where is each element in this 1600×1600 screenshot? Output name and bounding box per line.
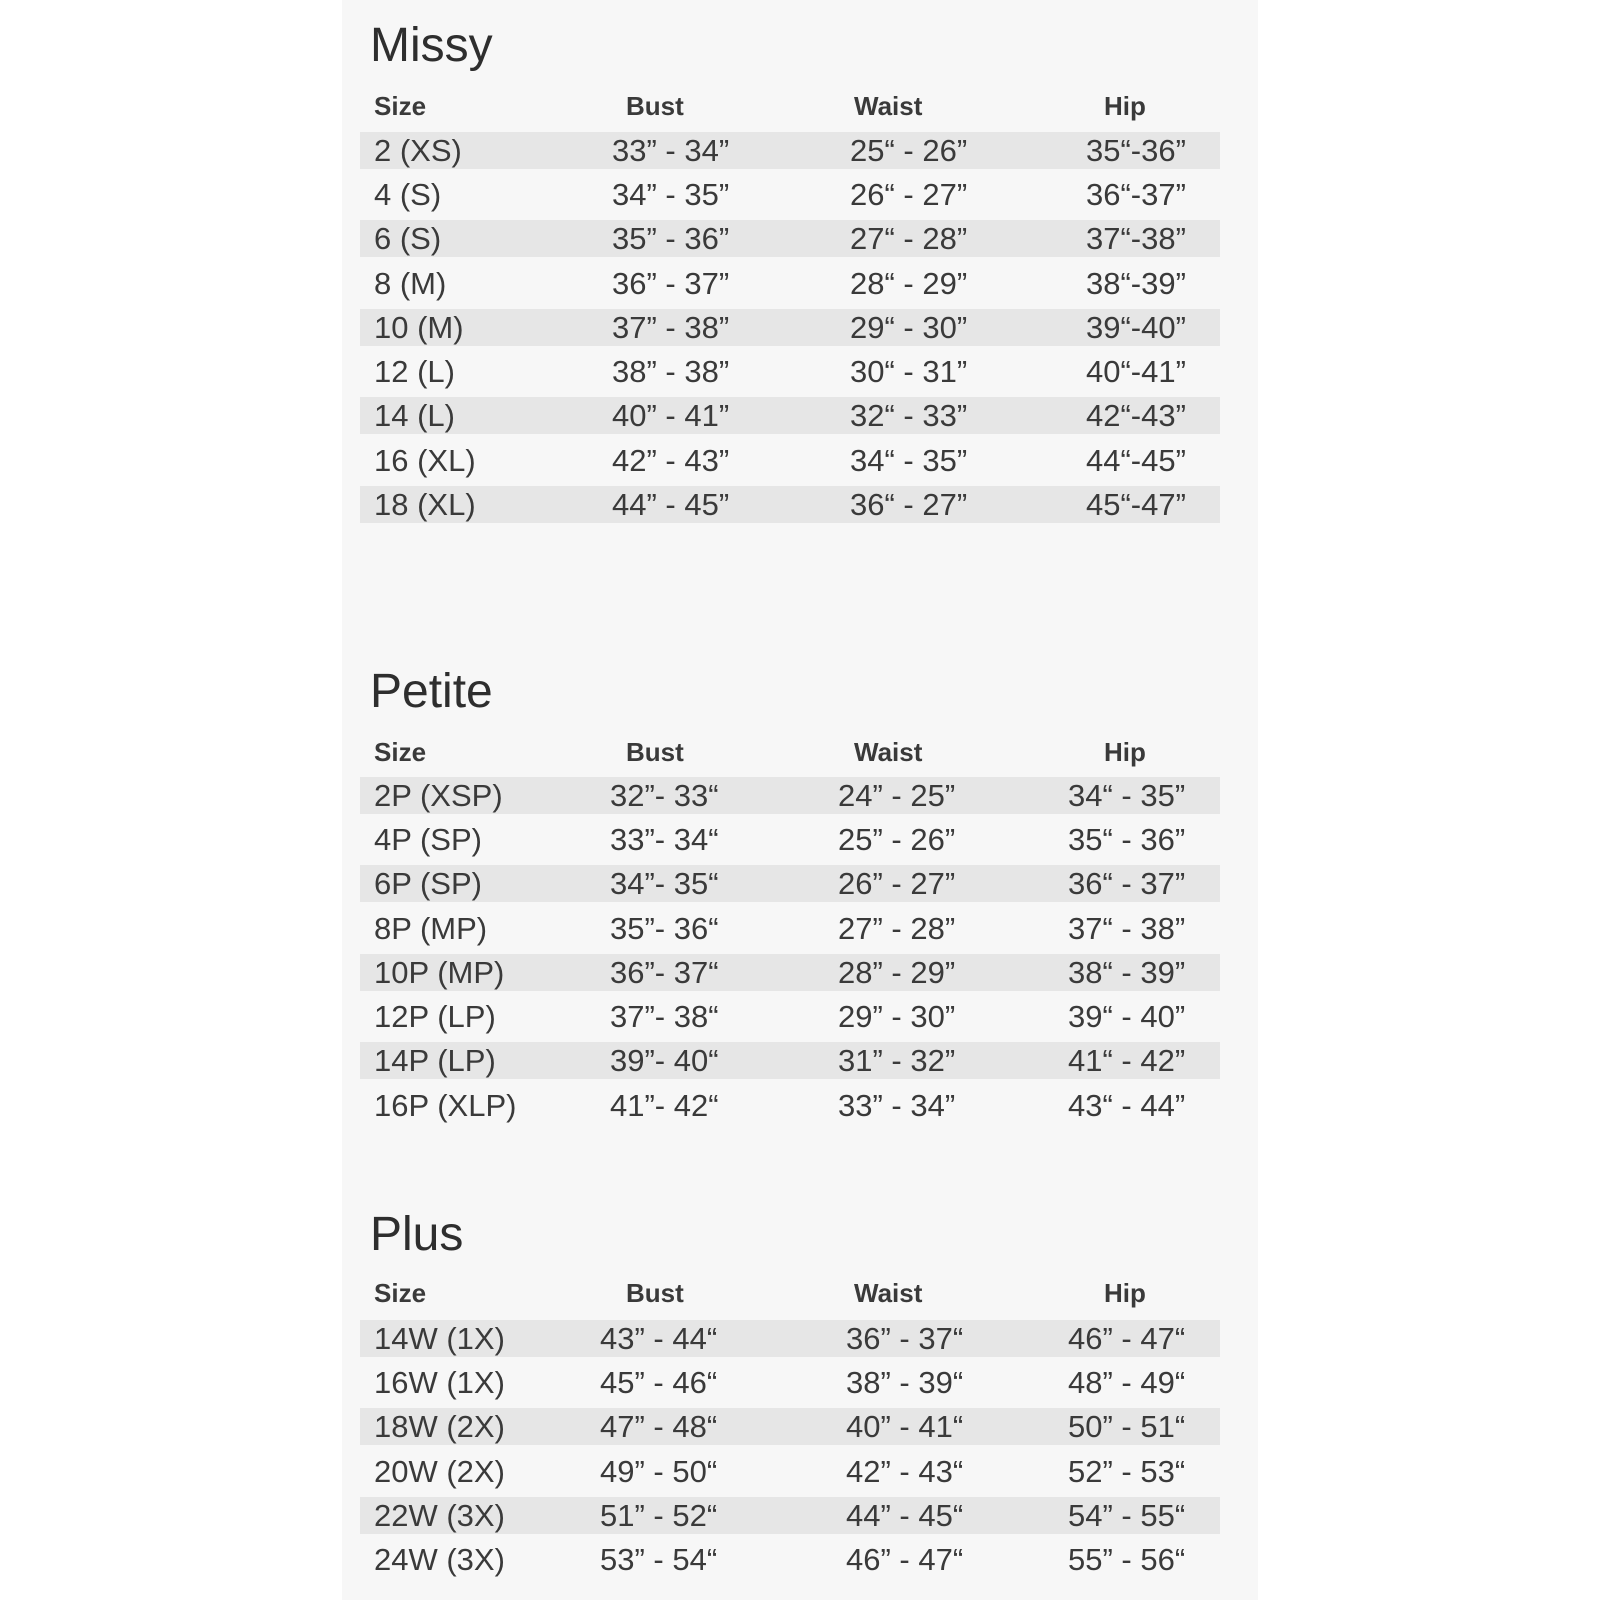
petite-hip-header: Hip (1104, 737, 1146, 767)
hip-cell: 36“ - 37” (1068, 866, 1186, 901)
bust-cell: 36”- 37“ (610, 955, 719, 990)
size-cell: 14 (L) (374, 398, 455, 433)
size-cell: 22W (3X) (374, 1498, 505, 1533)
bust-cell: 34” - 35” (612, 177, 730, 212)
size-cell: 16W (1X) (374, 1365, 505, 1400)
plus-size-header: Size (374, 1278, 427, 1308)
table-row (360, 1497, 1220, 1534)
bust-cell: 44” - 45” (612, 487, 730, 522)
waist-cell: 44” - 45“ (846, 1498, 964, 1533)
plus-header-row (360, 1275, 1220, 1312)
table-row (360, 353, 1220, 390)
petite-size-header: Size (374, 737, 427, 767)
hip-cell: 35“-36” (1086, 133, 1186, 168)
table-row (360, 865, 1220, 902)
waist-cell: 30“ - 31” (850, 354, 968, 389)
bust-cell: 38” - 38” (612, 354, 730, 389)
bust-cell: 35” - 36” (612, 221, 730, 256)
waist-cell: 46” - 47“ (846, 1542, 964, 1577)
table-row (360, 442, 1220, 479)
table-row (360, 176, 1220, 213)
hip-cell: 39“-40” (1086, 310, 1186, 345)
hip-cell: 43“ - 44” (1068, 1088, 1186, 1123)
hip-cell: 34“ - 35” (1068, 778, 1186, 813)
bust-cell: 49” - 50“ (600, 1454, 718, 1489)
bust-cell: 45” - 46“ (600, 1365, 718, 1400)
waist-cell: 33” - 34” (838, 1088, 956, 1123)
plus-hip-header: Hip (1104, 1278, 1146, 1308)
hip-cell: 38“-39” (1086, 266, 1186, 301)
waist-cell: 31” - 32” (838, 1043, 956, 1078)
bust-cell: 34”- 35“ (610, 866, 719, 901)
waist-cell: 28“ - 29” (850, 266, 968, 301)
table-row (360, 1042, 1220, 1079)
table-row (360, 821, 1220, 858)
size-cell: 10P (MP) (374, 955, 505, 990)
size-cell: 24W (3X) (374, 1542, 505, 1577)
size-cell: 2 (XS) (374, 133, 462, 168)
waist-cell: 24” - 25” (838, 778, 956, 813)
waist-cell: 38” - 39“ (846, 1365, 964, 1400)
petite-title: Petite (370, 665, 493, 718)
plus-bust-header: Bust (626, 1278, 684, 1308)
size-cell: 14W (1X) (374, 1321, 505, 1356)
size-cell: 6P (SP) (374, 866, 482, 901)
table-row (360, 486, 1220, 523)
missy-waist-header: Waist (854, 91, 923, 121)
bust-cell: 37”- 38“ (610, 999, 719, 1034)
hip-cell: 37“-38” (1086, 221, 1186, 256)
size-cell: 12 (L) (374, 354, 455, 389)
plus-waist-header: Waist (854, 1278, 923, 1308)
missy-header-row (360, 88, 1220, 125)
hip-cell: 54” - 55“ (1068, 1498, 1186, 1533)
waist-cell: 29” - 30” (838, 999, 956, 1034)
bust-cell: 53” - 54“ (600, 1542, 718, 1577)
bust-cell: 43” - 44“ (600, 1321, 718, 1356)
size-cell: 4 (S) (374, 177, 442, 212)
hip-cell: 41“ - 42” (1068, 1043, 1186, 1078)
waist-cell: 42” - 43“ (846, 1454, 964, 1489)
waist-cell: 36” - 37“ (846, 1321, 964, 1356)
waist-cell: 34“ - 35” (850, 443, 968, 478)
hip-cell: 40“-41” (1086, 354, 1186, 389)
hip-cell: 45“-47” (1086, 487, 1186, 522)
hip-cell: 48” - 49“ (1068, 1365, 1186, 1400)
table-row (360, 1453, 1220, 1490)
hip-cell: 35“ - 36” (1068, 822, 1186, 857)
waist-cell: 32“ - 33” (850, 398, 968, 433)
bust-cell: 32”- 33“ (610, 778, 719, 813)
table-row (360, 132, 1220, 169)
waist-cell: 25” - 26” (838, 822, 956, 857)
table-row (360, 397, 1220, 434)
hip-cell: 52” - 53“ (1068, 1454, 1186, 1489)
hip-cell: 38“ - 39” (1068, 955, 1186, 990)
petite-waist-header: Waist (854, 737, 923, 767)
size-cell: 18W (2X) (374, 1409, 505, 1444)
table-row (360, 910, 1220, 947)
table-row (360, 265, 1220, 302)
hip-cell: 55” - 56“ (1068, 1542, 1186, 1577)
hip-cell: 44“-45” (1086, 443, 1186, 478)
size-cell: 8P (MP) (374, 911, 488, 946)
size-cell: 2P (XSP) (374, 778, 503, 813)
hip-cell: 42“-43” (1086, 398, 1186, 433)
bust-cell: 39”- 40“ (610, 1043, 719, 1078)
size-cell: 16P (XLP) (374, 1088, 517, 1123)
missy-title: Missy (370, 19, 493, 72)
hip-cell: 50” - 51“ (1068, 1409, 1186, 1444)
table-row (360, 309, 1220, 346)
table-row (360, 1087, 1220, 1124)
waist-cell: 25“ - 26” (850, 133, 968, 168)
size-cell: 18 (XL) (374, 487, 476, 522)
size-cell: 12P (LP) (374, 999, 496, 1034)
missy-bust-header: Bust (626, 91, 684, 121)
table-row (360, 1541, 1220, 1578)
table-row (360, 1320, 1220, 1357)
size-cell: 8 (M) (374, 266, 447, 301)
bust-cell: 42” - 43” (612, 443, 730, 478)
bust-cell: 47” - 48“ (600, 1409, 718, 1444)
bust-cell: 36” - 37” (612, 266, 730, 301)
bust-cell: 37” - 38” (612, 310, 730, 345)
size-cell: 4P (SP) (374, 822, 482, 857)
hip-cell: 46” - 47“ (1068, 1321, 1186, 1356)
waist-cell: 26“ - 27” (850, 177, 968, 212)
bust-cell: 33”- 34“ (610, 822, 719, 857)
plus-title: Plus (370, 1208, 464, 1261)
hip-cell: 39“ - 40” (1068, 999, 1186, 1034)
petite-header-row (360, 734, 1220, 771)
petite-bust-header: Bust (626, 737, 684, 767)
hip-cell: 37“ - 38” (1068, 911, 1186, 946)
hip-cell: 36“-37” (1086, 177, 1186, 212)
waist-cell: 29“ - 30” (850, 310, 968, 345)
waist-cell: 40” - 41“ (846, 1409, 964, 1444)
bust-cell: 51” - 52“ (600, 1498, 718, 1533)
table-row (360, 998, 1220, 1035)
table-row (360, 1364, 1220, 1401)
size-cell: 10 (M) (374, 310, 464, 345)
size-cell: 16 (XL) (374, 443, 476, 478)
size-cell: 14P (LP) (374, 1043, 496, 1078)
table-row (360, 1408, 1220, 1445)
size-cell: 6 (S) (374, 221, 442, 256)
waist-cell: 27” - 28” (838, 911, 956, 946)
missy-hip-header: Hip (1104, 91, 1146, 121)
bust-cell: 41”- 42“ (610, 1088, 719, 1123)
waist-cell: 26” - 27” (838, 866, 956, 901)
table-row (360, 220, 1220, 257)
waist-cell: 28” - 29” (838, 955, 956, 990)
missy-size-header: Size (374, 91, 427, 121)
table-row (360, 954, 1220, 991)
size-cell: 20W (2X) (374, 1454, 505, 1489)
bust-cell: 35”- 36“ (610, 911, 719, 946)
waist-cell: 36“ - 27” (850, 487, 968, 522)
bust-cell: 33” - 34” (612, 133, 730, 168)
waist-cell: 27“ - 28” (850, 221, 968, 256)
table-row (360, 777, 1220, 814)
bust-cell: 40” - 41” (612, 398, 730, 433)
